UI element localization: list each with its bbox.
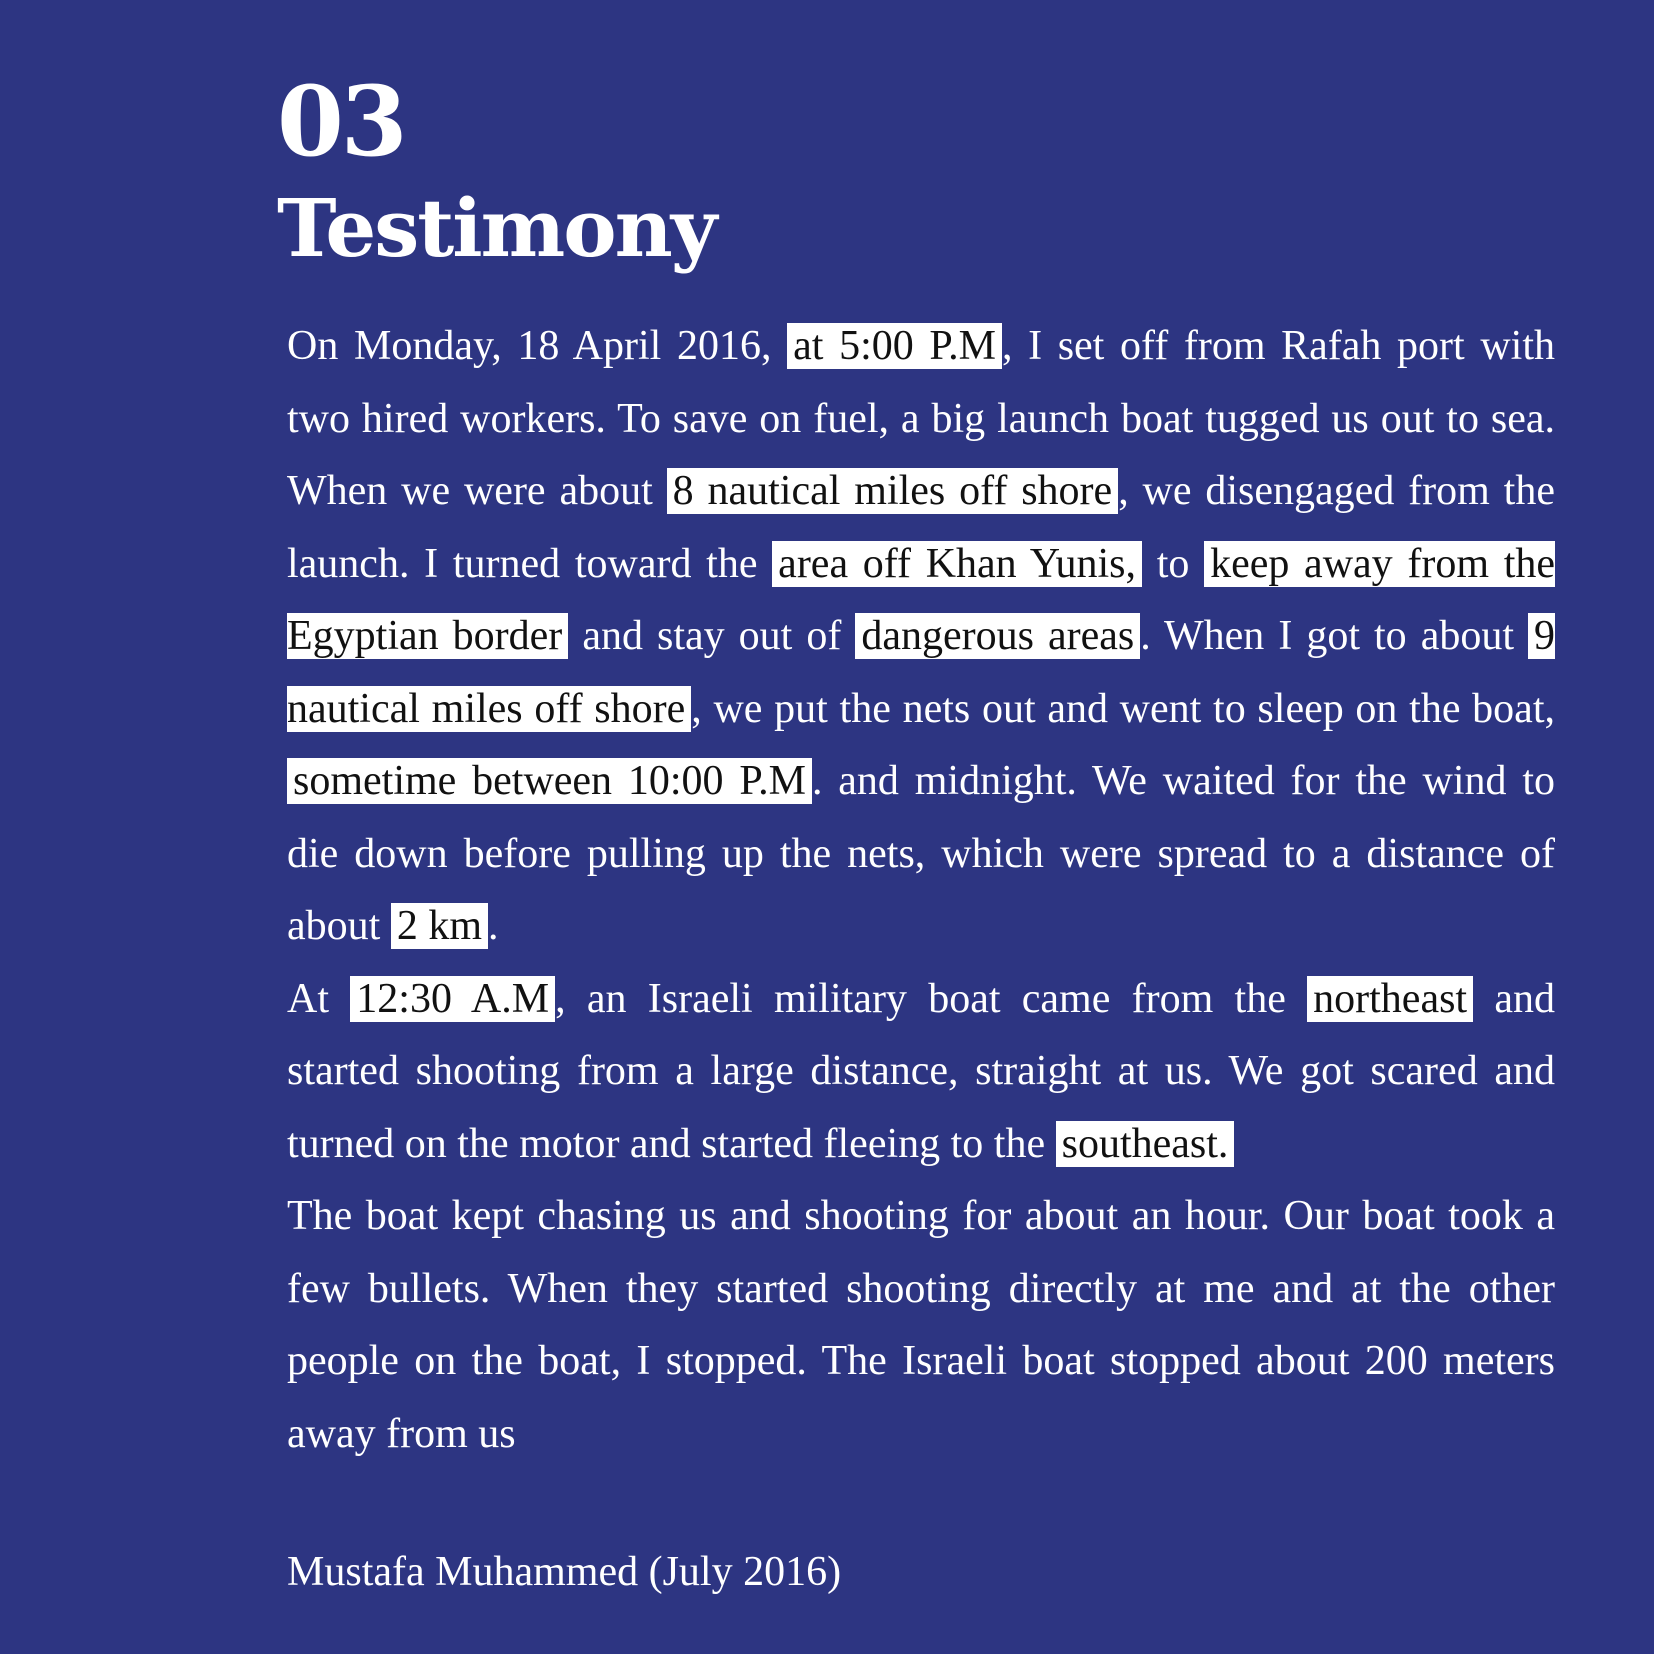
- text-run: , an Israeli military boat came from the: [555, 975, 1286, 1022]
- testimony-paragraph-1: [287, 310, 1555, 963]
- testimony-paragraph-2: [287, 963, 1555, 1181]
- section-title: Testimony: [277, 181, 716, 275]
- highlighted-phrase: area off Khan Yunis,: [772, 541, 1142, 587]
- text-run: At: [287, 975, 329, 1022]
- highlighted-phrase: at 5:00 P.M: [787, 323, 1002, 369]
- attribution: Mustafa Muhammed (July 2016): [287, 1549, 842, 1595]
- highlighted-phrase: northeast: [1307, 976, 1473, 1022]
- highlighted-phrase: keep away from the Egyptian border: [287, 540, 1556, 659]
- text-run: to: [1156, 540, 1190, 587]
- highlighted-phrase: 9 nautical miles off shore: [287, 613, 1556, 732]
- text-run: . and midnight. We waited for the wind to die down before pulling up the nets, which were spread to a distance of about: [287, 758, 1555, 949]
- highlighted-phrase: sometime between 10:00 P.M: [287, 758, 812, 804]
- text-run: and stay out of: [582, 613, 842, 659]
- text-run: , we disengaged from the launch. I turned toward the: [287, 468, 1555, 587]
- highlighted-phrase: southeast.: [1056, 1121, 1235, 1167]
- text-run: , I set off from Rafah port with two hired workers. To save on fuel, a big launch boat tugged us out to sea. When we were about: [287, 323, 1556, 514]
- text-run: . When I got to about: [1140, 613, 1515, 659]
- text-run: , we put the nets out and went to sleep on the boat,: [691, 685, 1555, 732]
- highlighted-phrase: 2 km: [391, 903, 488, 949]
- highlighted-phrase: 8 nautical miles off shore: [667, 468, 1119, 514]
- section-number: 03: [277, 65, 405, 178]
- text-run: On Monday, 18 April 2016,: [287, 323, 772, 369]
- text-run: .: [487, 903, 499, 949]
- highlighted-phrase: dangerous areas: [855, 613, 1140, 659]
- text-run: and started shooting from a large distance, straight at us. We got scared and turned on the motor and started fleeing to the: [287, 975, 1556, 1167]
- testimony-paragraph-3: The boat kept chasing us and shooting for about an hour. Our boat took a few bullets. When they started shooting directly at me and at the other people on the boat, I stopped. The Israeli boat stopped about 200 meters away from us: [287, 1193, 1555, 1457]
- highlighted-phrase: 12:30 A.M: [350, 976, 555, 1022]
- testimony-body: [287, 310, 1555, 1470]
